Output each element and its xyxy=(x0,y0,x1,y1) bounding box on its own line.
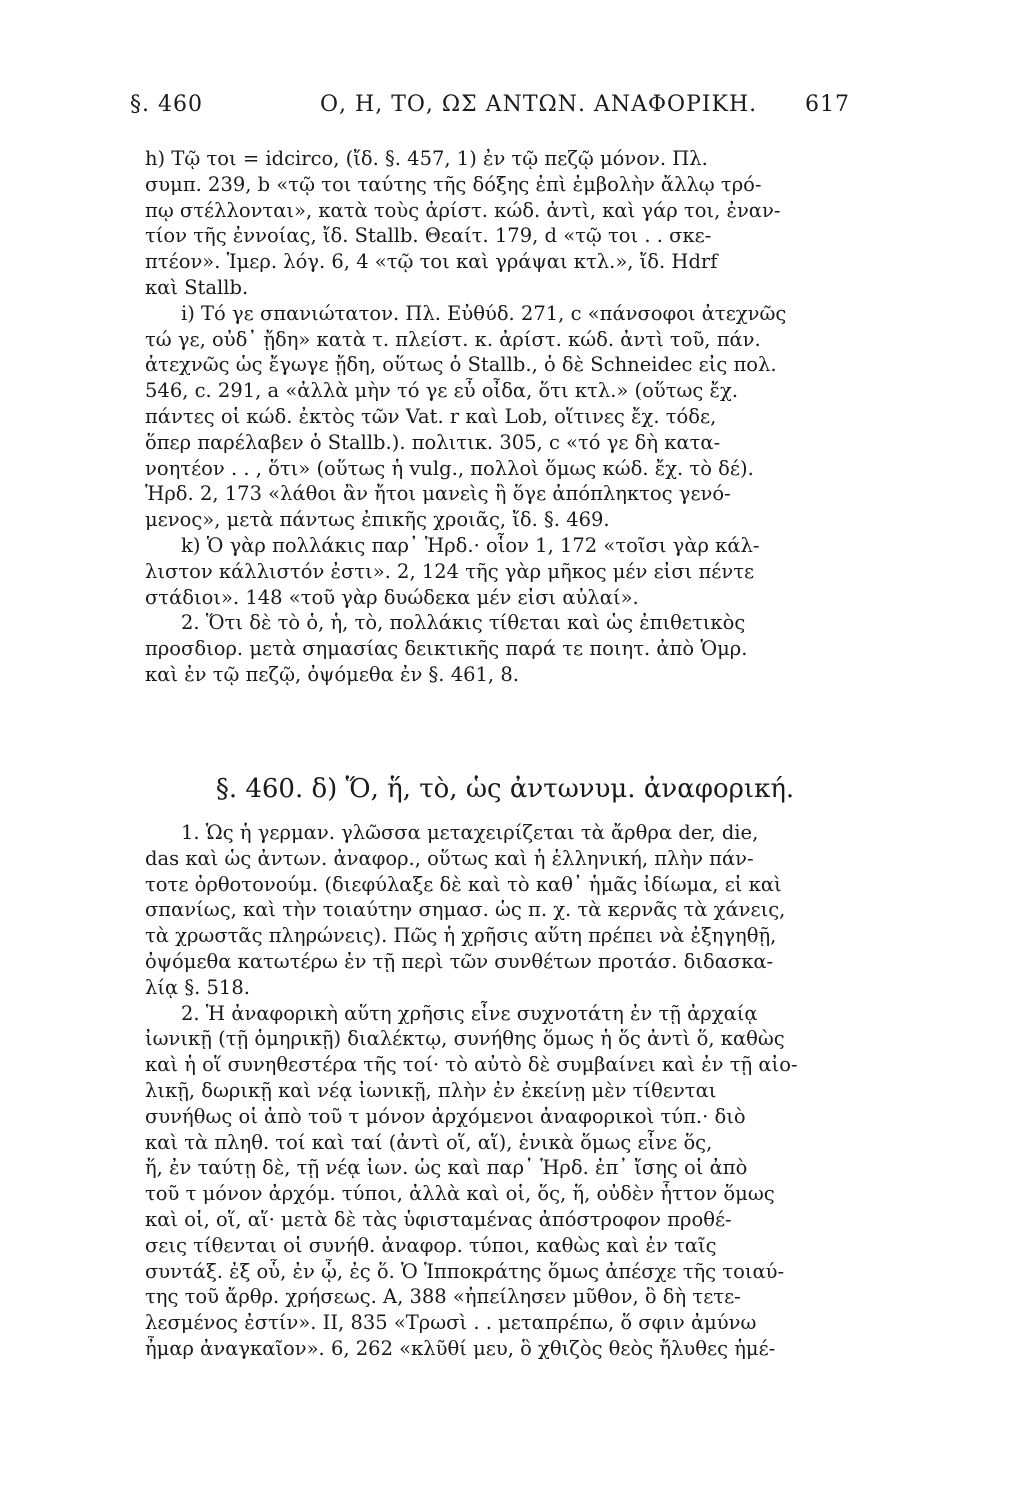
text-line: προσδιορ. μετὰ σημασίας δεικτικῆς παρά τε ποιητ. ἀπὸ Ὁμρ. xyxy=(145,637,748,661)
text-line: τοῦ τ μόνον ἀρχόμ. τύποι, ἀλλὰ καὶ οἱ, ὅς, ἥ, οὐδὲν ἧττον ὅμως xyxy=(145,1182,775,1206)
text-line: σπανίως, καὶ τὴν τοιαύτην σημασ. ὡς π. χ. τὰ κερνᾶς τὰ χάνεις, xyxy=(145,898,786,922)
header-title: Ο, Η, ΤΟ, ΩΣ ΑΝΤΩΝ. ΑΝΑΦΟΡΙΚΗ. xyxy=(320,92,758,117)
text-line: λεσμένος ἐστίν». ΙΙ, 835 «Τρωσὶ . . μεταπρέπω, ὅ σφιν ἀμύνω xyxy=(145,1311,757,1335)
text-line: πάντες οἱ κώδ. ἐκτὸς τῶν Vat. r καὶ Lob, οἵτινες ἔχ. τόδε, xyxy=(145,404,717,428)
text-line: σεις τίθενται οἱ συνήθ. ἀναφορ. τύποι, καθὼς καὶ ἐν ταῖς xyxy=(145,1233,717,1257)
text-line: λίᾳ §. 518. xyxy=(145,975,250,999)
text-line: 1. Ὡς ἡ γερμαν. γλῶσσα μεταχειρίζεται τὰ ἄρθρα der, die, xyxy=(181,821,759,844)
text-line: τίον τῆς ἐννοίας, ἴδ. Stallb. Θεαίτ. 179, d «τῷ τοι . . σκε- xyxy=(145,224,712,248)
text-line: συνήθως οἱ ἀπὸ τοῦ τ μόνον ἀρχόμενοι ἀναφορικοὶ τύπ.· διὸ xyxy=(145,1104,746,1128)
text-line: καὶ ἡ οἵ συνηθεστέρα τῆς τοί· τὸ αὐτὸ δὲ συμβαίνει καὶ ἐν τῇ αἰο- xyxy=(145,1053,798,1077)
text-line: ἀτεχνῶς ὡς ἔγωγε ᾔδη, οὕτως ὁ Stallb., ὁ δὲ Schneidec εἰς πολ. xyxy=(145,353,777,377)
text-line: ἰωνικῇ (τῇ ὁμηρικῇ) διαλέκτῳ, συνήθης ὅμως ἡ ὅς ἀντὶ ὅ, καθὼς xyxy=(145,1027,785,1051)
text-line: ἥ, ἐν ταύτῃ δὲ, τῇ νέᾳ ἰων. ὡς καὶ παρ᾽ Ἡρδ. ἐπ᾽ ἴσης οἱ ἀπὸ xyxy=(145,1156,748,1180)
text-line: k) Ὁ γὰρ πολλάκις παρ᾽ Ἡρδ.· οἷον 1, 172 «τοῖσι γὰρ κάλ- xyxy=(181,533,760,557)
text-line: λικῇ, δωρικῇ καὶ νέᾳ ἰωνικῇ, πλὴν ἐν ἐκείνῃ μὲν τίθενται xyxy=(145,1078,717,1102)
text-line: καὶ ἐν τῷ πεζῷ, ὀψόμεθα ἐν §. 461, 8. xyxy=(145,662,519,686)
text-line: συντάξ. ἐξ οὗ, ἐν ᾧ, ἐς ὅ. Ὁ Ἱπποκράτης ὅμως ἀπέσχε τῆς τοιαύ- xyxy=(145,1259,785,1283)
text-line: ὅπερ παρέλαβεν ὁ Stallb.). πολιτικ. 305, c «τό γε δὴ κατα- xyxy=(145,430,721,454)
text-line: μενος», μετὰ πάντως ἐπικῆς χροιᾶς, ἴδ. §. 469. xyxy=(145,508,610,532)
upper-text-block xyxy=(145,146,850,688)
text-line: i) Τό γε σπανιώτατον. Πλ. Εὐθύδ. 271, c «πάνσοφοι ἀτεχνῶς xyxy=(181,301,787,325)
text-line: της τοῦ ἄρθρ. χρήσεως. Α, 388 «ἠπείλησεν μῦθον, ὃ δὴ τετε- xyxy=(145,1285,741,1309)
text-line: 2. Ὅτι δὲ τὸ ὁ, ἡ, τὸ, πολλάκις τίθεται καὶ ὡς ἐπιθετικὸς xyxy=(181,611,746,635)
text-line: ἦμαρ ἀναγκαῖον». 6, 262 «κλῦθί μευ, ὃ χθιζὸς θεὸς ἤλυθες ἡμέ- xyxy=(145,1336,776,1360)
text-line: 546, c. 291, a «ἀλλὰ μὴν τό γε εὖ οἶδα, ὅτι κτλ.» (οὕτως ἔχ. xyxy=(145,379,739,403)
text-line: Ἡρδ. 2, 173 «λάθοι ἂν ἤτοι μανεὶς ἢ ὅγε ἀπόπληκτος γενό- xyxy=(145,482,731,506)
text-line: πῳ στέλλονται», κατὰ τοὺς ἀρίστ. κώδ. ἀντὶ, καὶ γάρ τοι, ἐναν- xyxy=(145,198,781,222)
text-line: στάδιοι». 148 «τοῦ γὰρ δυώδεκα μέν εἰσι αὐλαί». xyxy=(145,585,639,609)
text-line: καὶ Stallb. xyxy=(145,275,249,299)
text-line: καὶ οἱ, οἵ, αἵ· μετὰ δὲ τὰς ὑφισταμένας ἀπόστροφον προθέ- xyxy=(145,1207,732,1231)
text-line: πτέον». Ἱμερ. λόγ. 6, 4 «τῷ τοι καὶ γράψαι κτλ.», ἴδ. Hdrf xyxy=(145,250,718,274)
page-number: 617 xyxy=(805,92,850,117)
text-line: νοητέον . . , ὅτι» (οὕτως ἡ vulg., πολλοὶ ὅμως κώδ. ἔχ. τὸ δέ). xyxy=(145,456,754,480)
text-line: 2. Ἡ ἀναφορικὴ αὕτη χρῆσις εἶνε συχνοτάτη ἐν τῇ ἀρχαίᾳ xyxy=(181,1001,758,1025)
text-line: ὀψόμεθα κατωτέρω ἐν τῇ περὶ τῶν συνθέτων προτάσ. διδασκα- xyxy=(145,949,774,973)
text-line: τώ γε, οὐδ᾽ ᾔδη» κατὰ τ. πλείστ. κ. ἀρίστ. κώδ. ἀντὶ τοῦ, πάν. xyxy=(145,327,761,351)
text-line: καὶ τὰ πληθ. τοί καὶ ταί (ἀντὶ οἵ, αἵ), ἑνικὰ ὅμως εἶνε ὅς, xyxy=(145,1130,713,1154)
text-line: συμπ. 239, b «τῷ τοι ταύτης τῆς δόξης ἐπὶ ἐμβολὴν ἄλλῳ τρό- xyxy=(145,172,762,196)
text-line: τὰ χρωστᾶς πληρώνεις). Πῶς ἡ χρῆσις αὕτη πρέπει νὰ ἐξηγηθῇ, xyxy=(145,924,777,948)
running-header xyxy=(130,92,850,124)
section-heading: §. 460. δ) Ὅ, ἥ, τὸ, ὡς ἀντωνυμ. ἀναφορική. xyxy=(215,774,795,804)
lower-text-block xyxy=(145,820,850,1362)
text-line: τοτε ὀρθοτονούμ. (διεφύλαξε δὲ καὶ τὸ καθ᾽ ἡμᾶς ἰδίωμα, εἰ καὶ xyxy=(145,872,782,896)
text-line: h) Τῷ τοι = idcirco, (ἴδ. §. 457, 1) ἐν τῷ πεζῷ μόνον. Πλ. xyxy=(145,147,708,170)
text-line: das καὶ ὡς ἀντων. ἀναφορ., οὕτως καὶ ἡ ἑλληνική, πλὴν πάν- xyxy=(145,846,754,870)
header-section-ref: §. 460 xyxy=(130,92,203,117)
text-line: λιστον κάλλιστόν ἐστι». 2, 124 τῆς γὰρ μῆκος μέν εἰσι πέντε xyxy=(145,559,755,583)
